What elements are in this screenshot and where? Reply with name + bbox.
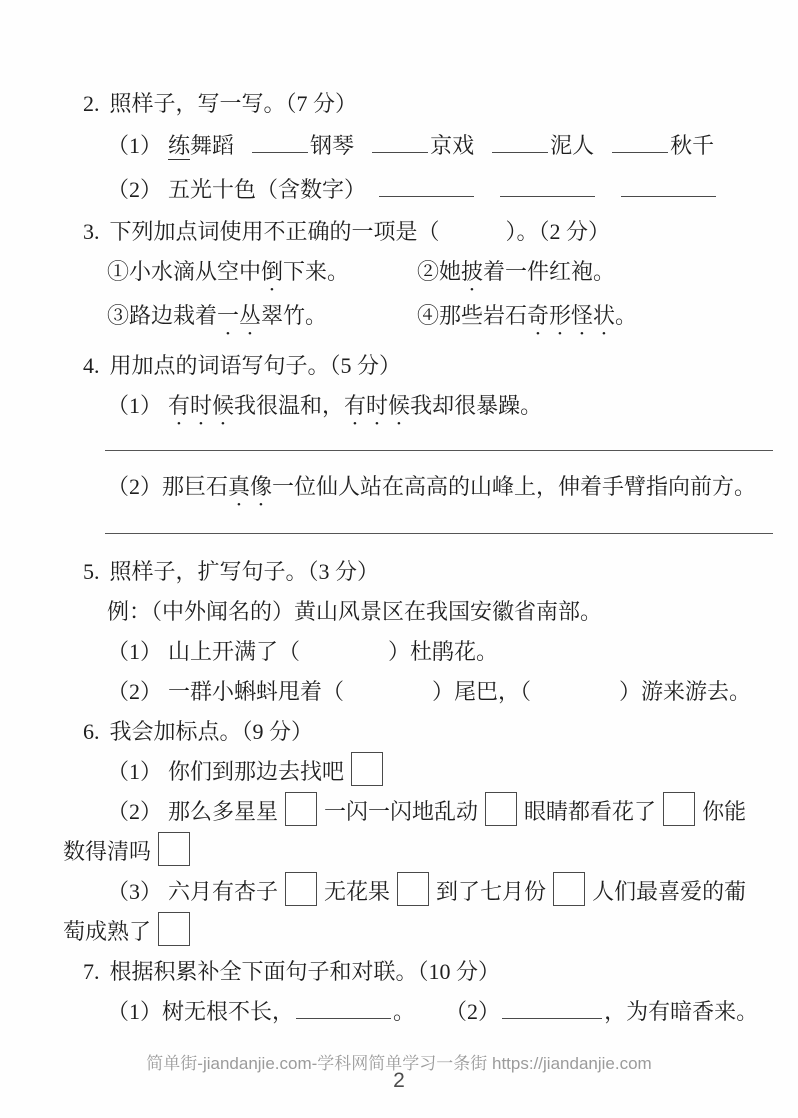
item-label: （3） (107, 879, 163, 904)
item-text: 五光十色（含数字） (168, 177, 367, 202)
item-text: 树无根不长， (162, 999, 295, 1024)
item-label: （1） (107, 639, 163, 664)
punctuation-box (397, 872, 429, 906)
punctuation-box (158, 832, 190, 866)
question-6-number: 6. (83, 719, 100, 744)
option-text: 着一件红袍。 (483, 259, 616, 284)
item-text: ，为有暗香来。 (604, 999, 759, 1024)
item-text: 你们到那边去找吧 (168, 759, 345, 784)
item-text: 一位仙人站在高高的山峰上，伸着手臂指向前方。 (272, 474, 757, 499)
dotted-word: 有时候 (344, 393, 411, 418)
question-3-options (107, 252, 773, 340)
item-text: 无花果 (324, 879, 391, 904)
dotted-word: 有时候 (168, 393, 235, 418)
punctuation-box (351, 752, 383, 786)
question-2-text: 照样子，写一写。（7 分） (109, 91, 358, 116)
option-text: ③路边栽着 (107, 303, 218, 328)
item-label: （2） (107, 474, 163, 499)
item-text: 数得清吗 (63, 839, 152, 864)
item-text: 眼睛都看花了 (524, 799, 657, 824)
answer-rule-line (105, 511, 773, 534)
option-text: ①小水滴从空中 (107, 259, 262, 284)
question-7-number: 7. (83, 959, 100, 984)
dotted-word: 披 (461, 259, 484, 284)
question-2-number: 2. (83, 91, 100, 116)
question-2-item-1 (107, 124, 773, 168)
question-4-number: 4. (83, 353, 100, 378)
question-4-item-1 (107, 386, 773, 430)
option-2 (417, 252, 773, 296)
question-7-items (107, 992, 773, 1032)
option-3 (107, 296, 417, 340)
item-label: （2） (445, 999, 501, 1024)
question-4-title (83, 346, 773, 386)
dotted-word: 真像 (228, 474, 273, 499)
question-3-text: 下列加点词使用不正确的一项是（ ）。（2 分） (109, 219, 611, 244)
option-text: 下来。 (283, 259, 350, 284)
item-text: 你能 (702, 799, 747, 824)
answer-blank (296, 996, 391, 1019)
word: 钢琴 (310, 133, 355, 158)
question-3-title (83, 212, 773, 252)
answer-blank (502, 996, 602, 1019)
item-text: 山上开满了（ ）杜鹃花。 (168, 639, 499, 664)
option-4 (417, 296, 773, 340)
question-5-text: 照样子，扩写句子。（3 分） (109, 559, 380, 584)
dotted-word: 奇形怪状 (527, 303, 616, 328)
exam-content (63, 84, 773, 1032)
item-text: 我却很暴躁。 (410, 393, 543, 418)
option-1 (107, 252, 417, 296)
word: 秋千 (670, 133, 715, 158)
option-text: 。 (615, 303, 638, 328)
question-6-item-2-line-1 (107, 792, 773, 832)
item-text: 一群小蝌蚪甩着（ ）尾巴，（ ）游来游去。 (168, 679, 752, 704)
option-text: ④那些岩石 (417, 303, 528, 328)
answer-blank (492, 130, 548, 153)
example-word-rest: 舞蹈 (190, 133, 235, 158)
question-3-number: 3. (83, 219, 100, 244)
answer-blank (372, 130, 428, 153)
word: 泥人 (550, 133, 595, 158)
example-underlined-word: 练 (168, 133, 191, 158)
question-4-item-2 (107, 467, 773, 511)
item-text: 。 (393, 999, 416, 1024)
answer-rule-line (105, 430, 773, 451)
item-text: 到了七月份 (436, 879, 547, 904)
item-text: 一闪一闪地乱动 (324, 799, 479, 824)
item-label: （2） (107, 177, 163, 202)
question-4-text: 用加点的词语写句子。（5 分） (109, 353, 402, 378)
word: 京戏 (430, 133, 475, 158)
question-6-item-1 (107, 752, 773, 792)
question-7-title (83, 952, 773, 992)
punctuation-box (485, 792, 517, 826)
question-7-text: 根据积累补全下面句子和对联。（10 分） (109, 959, 501, 984)
question-6-item-3-line-2 (63, 912, 773, 952)
question-5-item-2 (107, 672, 773, 712)
item-text: 人们最喜爱的葡 (592, 879, 747, 904)
answer-blank (621, 174, 716, 197)
question-5-item-1 (107, 632, 773, 672)
question-6-item-3-line-1 (107, 872, 773, 912)
item-text: 那么多星星 (168, 799, 279, 824)
footer-watermark: 简单街-jiandanjie.com-学科网简单学习一条街 https://jiandanjie.com (146, 1054, 652, 1073)
punctuation-box (285, 792, 317, 826)
answer-blank (500, 174, 595, 197)
question-5-example: 例：（中外闻名的）黄山风景区在我国安徽省南部。 (107, 599, 603, 624)
item-label: （1） (107, 133, 163, 158)
answer-blank (252, 130, 308, 153)
punctuation-box (553, 872, 585, 906)
dotted-word: 倒 (261, 259, 284, 284)
item-text: 我很温和， (234, 393, 345, 418)
punctuation-box (158, 912, 190, 946)
item-label: （1） (107, 393, 163, 418)
option-text: ②她 (417, 259, 462, 284)
item-label: （1） (107, 759, 163, 784)
question-2-item-2 (107, 168, 773, 212)
question-5-number: 5. (83, 559, 100, 584)
question-5-title (83, 552, 773, 592)
item-text: 那巨石 (162, 474, 229, 499)
item-text: 六月有杏子 (168, 879, 279, 904)
question-6-item-2-line-2 (63, 832, 773, 872)
page-number: 2 (393, 1069, 405, 1092)
option-text: 翠竹。 (261, 303, 328, 328)
item-label: （1） (107, 999, 163, 1024)
punctuation-box (663, 792, 695, 826)
answer-blank (612, 130, 668, 153)
item-label: （2） (107, 799, 163, 824)
question-6-title (83, 712, 773, 752)
punctuation-box (285, 872, 317, 906)
dotted-word: 一丛 (217, 303, 262, 328)
item-label: （2） (107, 679, 163, 704)
question-2-title (83, 84, 773, 124)
question-6-text: 我会加标点。（9 分） (109, 719, 314, 744)
item-text: 萄成熟了 (63, 919, 152, 944)
answer-blank (379, 174, 474, 197)
